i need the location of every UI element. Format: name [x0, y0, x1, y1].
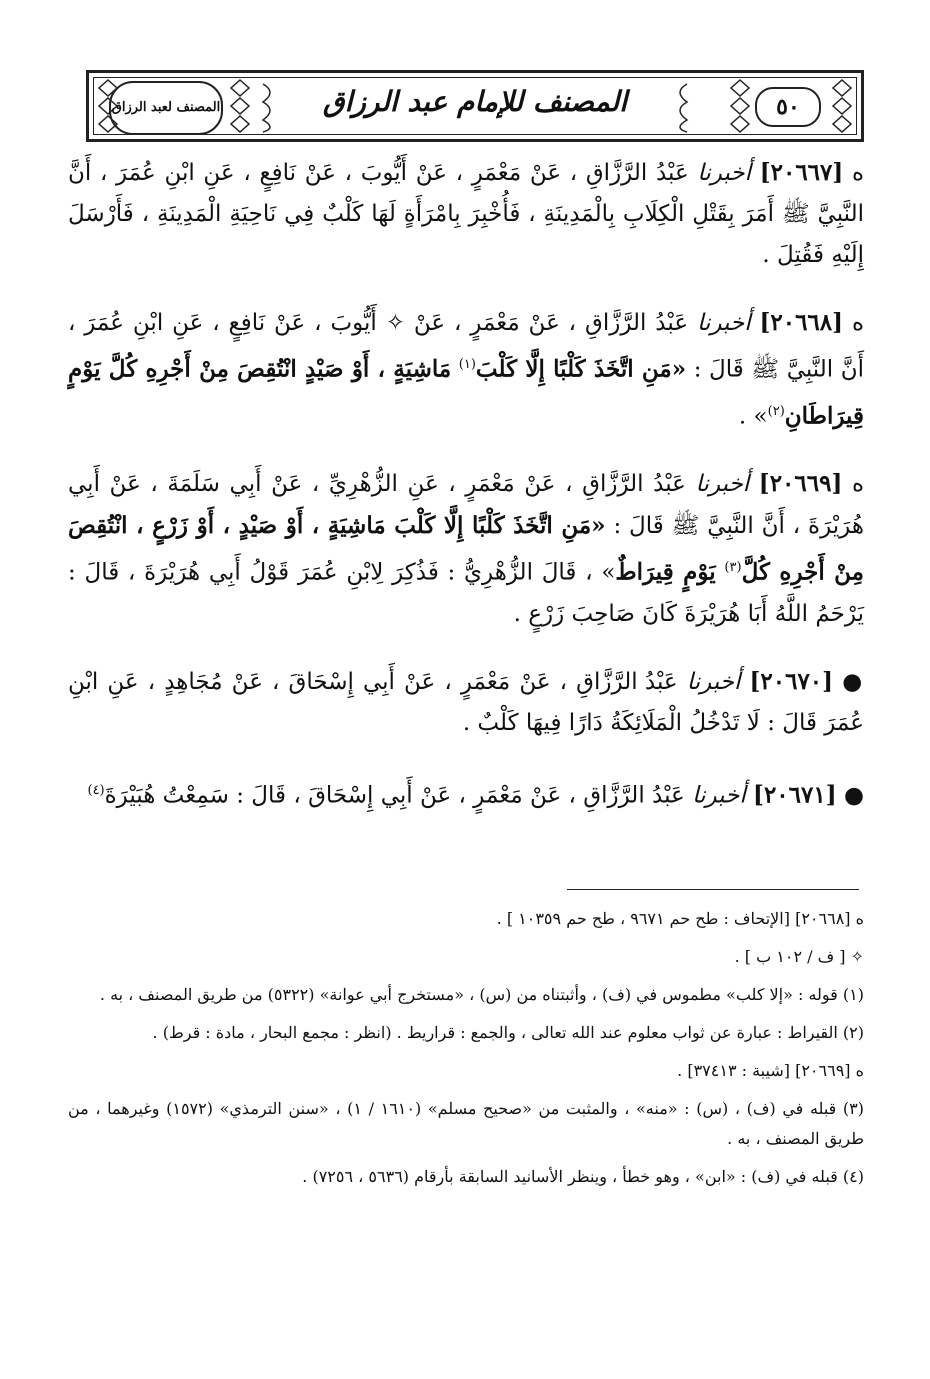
ornament-icon	[259, 78, 281, 134]
hadith-number: [٢٠٦٧٠]	[749, 667, 834, 695]
footnote-item: (٤) قبله في (ف) : «ابن» ، وهو خطأ ، وينظر الأسانيد السابقة بأرقام (٥٦٣٦ ، ٧٢٥٦) .	[302, 1167, 864, 1186]
hadith-marker: ه	[851, 160, 865, 186]
prophetic-quote: «مَنِ اتَّخَذَ كَلْبًا إِلَّا كَلْبَ مَاشِيَةٍ ، أَوْ صَيْدٍ ، أَوْ زَرْعٍ ، انْتُقِصَ مِنْ أَجْرِهِ كُلَّ	[68, 512, 864, 586]
hadith-marker: ه	[851, 471, 865, 498]
prophetic-quote: «مَنِ اتَّخَذَ كَلْبًا إِلَّا كَلْبَ	[475, 355, 687, 383]
hadith-20668	[68, 302, 864, 437]
hadith-text: عَبْدُ الرَّزَّاقِ ، عَنْ مَعْمَرٍ ، عَنْ أَبِي إِسْحَاقَ ، عَنْ مُجَاهِدٍ ، عَنِ ابْنِ عُمَرَ قَالَ : لَا تَدْخُلُ الْمَلَائِكَةُ دَارًا فِيهَا كَلْبٌ .	[68, 668, 864, 736]
right-ornament-icon	[831, 78, 853, 134]
footnotes	[68, 904, 864, 1200]
footnote-item: ه [٢٠٦٦٩] [شيبة : ٣٧٤١٣] .	[677, 1061, 864, 1080]
footnote-ref: (١)	[458, 357, 476, 372]
hadith-marker: ●	[843, 782, 864, 809]
akhbarana: أخبرنا	[697, 160, 752, 186]
hadith-number: [٢٠٦٦٧]	[759, 159, 844, 186]
hadith-text: عَبْدُ الرَّزَّاقِ ، عَنْ مَعْمَرٍ ، عَنْ ✧ أَيُّوبَ ، عَنْ نَافِعٍ ، عَنِ ابْنِ عُمَرَ ، أَنَّ النَّبِيَّ ﷺ قَالَ :	[68, 310, 865, 383]
prophetic-quote: يَوْمٍ قِيرَاطٌ	[615, 558, 716, 586]
footnote-item: (١) قوله : «إلا كلب» مطموس في (ف) ، وأثبتناه من (س) ، «مستخرج أبي عوانة» (٥٣٢٢) من طريق المصنف ، به .	[99, 985, 864, 1004]
hadith-20667	[68, 152, 864, 276]
hadith-text: عَبْدُ الرَّزَّاقِ ، عَنْ مَعْمَرٍ ، عَنْ أَبِي إِسْحَاقَ ، قَالَ : سَمِعْتُ هُبَيْرَةَ	[104, 782, 685, 809]
footnote-ref: (٣)	[724, 560, 742, 576]
hadith-marker: ●	[842, 668, 865, 695]
hadith-marker: ه	[851, 310, 864, 336]
page-header-frame	[86, 70, 864, 142]
akhbarana: أخبرنا	[696, 310, 751, 336]
hadith-text: عَبْدُ الرَّزَّاقِ ، عَنْ مَعْمَرٍ ، عَنْ أَيُّوبَ ، عَنْ نَافِعٍ ، عَنِ ابْنِ عُمَرَ ، أَنَّ النَّبِيَّ ﷺ أَمَرَ بِقَتْلِ الْكِلَابِ بِالْمَدِينَةِ ، فَأُخْبِرَ بِامْرَأَةٍ لَهَا كَلْبٌ فِي نَاحِيَةِ الْمَدِينَةِ ، فَأَرْسَلَ إِلَيْهِ فَقُتِلَ .	[68, 160, 864, 268]
ornament-icon	[669, 78, 691, 134]
hadith-text: » ، قَالَ الزُّهْرِيُّ : فَذُكِرَ لِابْنِ عُمَرَ قَوْلُ أَبِي هُرَيْرَةَ ، قَالَ : يَرْحَمُ اللَّهُ أَبَا هُرَيْرَةَ كَانَ صَاحِبَ زَرْعٍ .	[68, 559, 864, 627]
ornament-icon	[729, 78, 751, 134]
footnote-item: (٣) قبله في (ف) ، (س) : «منه» ، والمثبت من «صحيح مسلم» (١٦١٠ / ١) ، «سنن الترمذي» (١٥٧٢) وغيرهما ، من طريق المصنف ، به .	[68, 1099, 865, 1148]
akhbarana: أخبرنا	[686, 668, 741, 695]
page-number: ٥٠	[755, 87, 821, 127]
logo-text: المصنف لعبد الرزاق	[111, 100, 221, 115]
main-text	[68, 152, 864, 843]
footnote-ref: (٤)	[87, 782, 105, 798]
footnote-ref: (٢)	[767, 403, 785, 419]
footnote-separator	[567, 889, 859, 890]
hadith-text: عَبْدُ الرَّزَّاقِ ، عَنْ مَعْمَرٍ ، عَنِ الزُّهْرِيِّ ، عَنْ أَبِي سَلَمَةَ ، عَنْ أَبِي هُرَيْرَةَ ، أَنَّ النَّبِيَّ ﷺ قَالَ :	[68, 471, 864, 540]
akhbarana: أخبرنا	[692, 782, 746, 809]
footnote-item: (٢) القيراط : عبارة عن ثواب معلوم عند الله تعالى ، والجمع : قراريط . (انظر : مجمع البحار ، مادة : قرط) .	[152, 1023, 864, 1042]
running-title: المصنف للإمام عبد الرزاق	[322, 85, 628, 118]
footnote-item: ✧ [ ف / ١٠٢ ب ] .	[734, 947, 864, 966]
book-logo	[109, 81, 223, 135]
hadith-number: [٢٠٦٦٨]	[759, 309, 844, 336]
hadith-20671	[68, 770, 864, 817]
ornament-icon	[229, 78, 251, 134]
hadith-20670	[68, 661, 864, 744]
hadith-number: [٢٠٦٧١]	[753, 781, 837, 809]
hadith-number: [٢٠٦٦٩]	[758, 470, 843, 498]
akhbarana: أخبرنا	[695, 471, 750, 498]
prophetic-quote: مَاشِيَةٍ ، أَوْ صَيْدٍ انْتُقِصَ مِنْ أَجْرِهِ كُلَّ يَوْمٍ قِيرَاطَانِ	[68, 355, 864, 430]
footnote-item: ه [٢٠٦٦٨] [الإتحاف : طح حم ٩٦٧١ ، طح حم ١٠٣٥٩ ] .	[496, 909, 864, 928]
hadith-ending: » .	[738, 403, 768, 430]
hadith-20669	[68, 463, 864, 635]
